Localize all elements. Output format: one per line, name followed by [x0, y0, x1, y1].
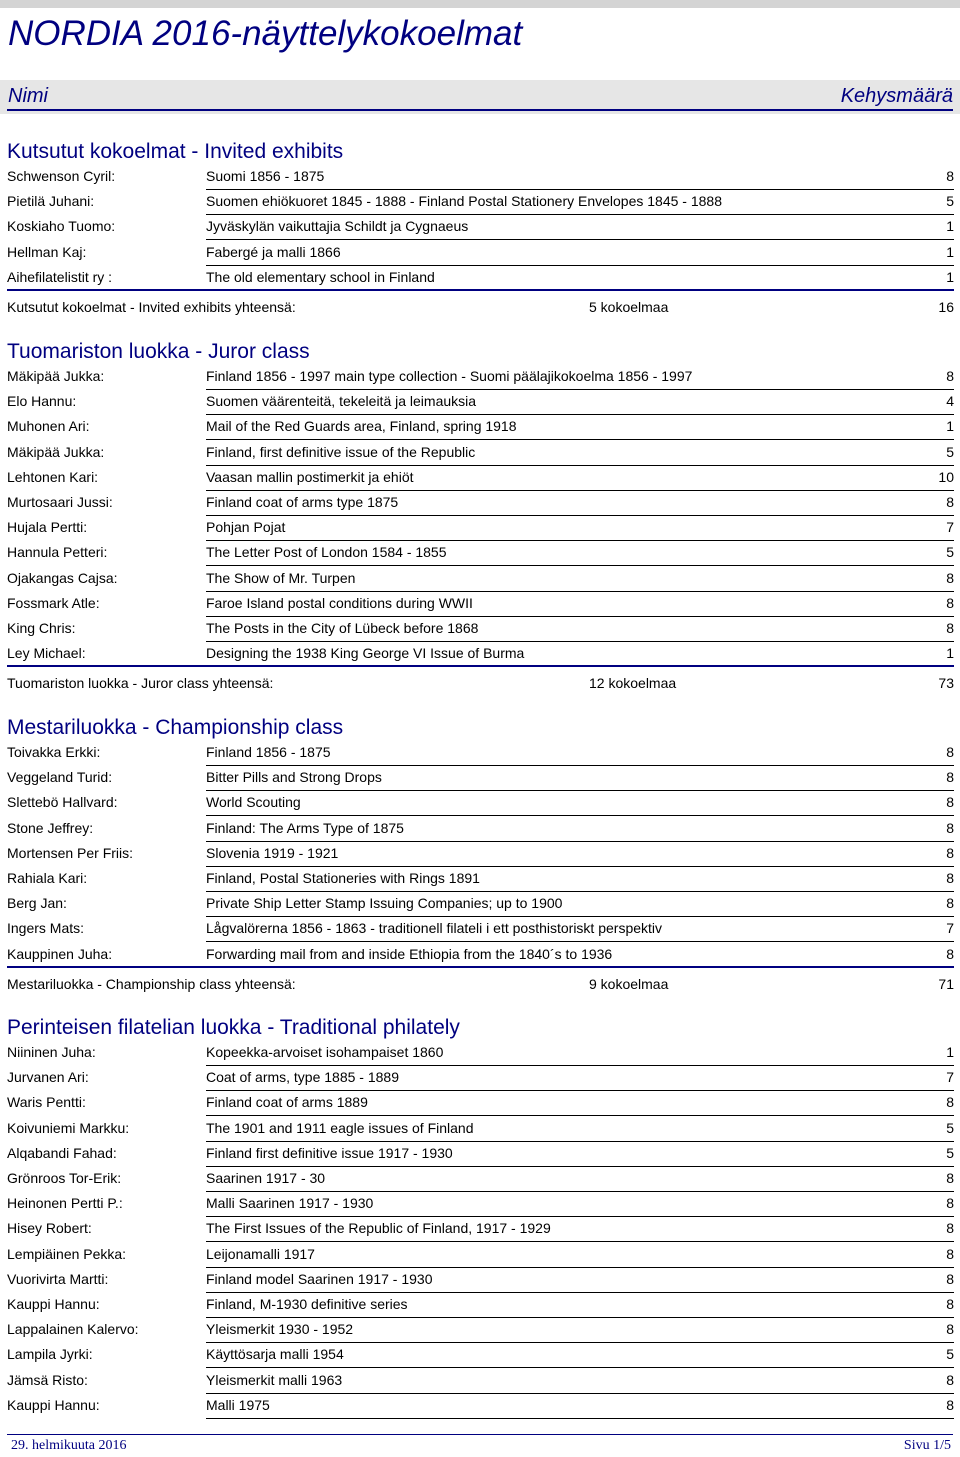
exhibit-row: [7, 241, 954, 266]
exhibit-title: Finland, Postal Stationeries with Rings 1891: [206, 870, 480, 886]
exhibitor-name: Waris Pentti:: [7, 1094, 86, 1111]
exhibit-title: Designing the 1938 King George VI Issue of Burma: [206, 645, 525, 662]
exhibitor-name: Slettebö Hallvard:: [7, 794, 118, 811]
frame-count: 8: [946, 1094, 954, 1111]
footer-page-number: Sivu 1/5: [903, 1438, 951, 1453]
page-title: NORDIA 2016-näyttelykokoelmat: [8, 14, 523, 53]
exhibitor-name: Hannula Petteri:: [7, 544, 108, 561]
exhibit-title: Kopeekka-arvoiset isohampaiset 1860: [206, 1044, 444, 1060]
exhibit-row: [7, 943, 954, 968]
exhibit-row: [7, 365, 954, 390]
footer-date: 29. helmikuuta 2016: [11, 1438, 127, 1453]
exhibit-title: Finland first definitive issue 1917 - 1930: [206, 1144, 453, 1161]
exhibit-row: [7, 867, 954, 892]
exhibit-row: [7, 266, 954, 291]
exhibit-row: [7, 1217, 954, 1242]
section-total-label: Tuomariston luokka - Juror class yhteensä:: [7, 675, 274, 692]
frame-count: 1: [946, 218, 954, 235]
frame-count: 7: [946, 920, 954, 937]
exhibitor-name: Niininen Juha:: [7, 1044, 96, 1060]
frame-count: 5: [946, 544, 954, 561]
exhibit-row: [7, 1091, 954, 1116]
header-rule: [7, 109, 953, 111]
exhibit-row: [7, 215, 954, 240]
exhibit-row: [7, 842, 954, 867]
exhibit-title: Coat of arms, type 1885 - 1889: [206, 1069, 399, 1086]
exhibit-title: Malli 1975: [206, 1396, 270, 1413]
section-total-frames: 71: [938, 975, 954, 992]
frame-count: 7: [946, 519, 954, 536]
top-bar: [0, 0, 960, 8]
exhibit-title: Yleismerkit 1930 - 1952: [206, 1321, 354, 1338]
exhibitor-name: Mäkipää Jukka:: [7, 368, 105, 384]
section-total-count: 12 kokoelmaa: [589, 675, 677, 692]
section-total-frames: 16: [938, 299, 954, 315]
exhibitor-name: Kauppi Hannu:: [7, 1396, 100, 1413]
exhibit-row: [7, 791, 954, 816]
exhibit-row: [7, 1192, 954, 1217]
row-rule: [7, 665, 954, 667]
exhibitor-name: Hujala Pertti:: [7, 519, 88, 536]
exhibitor-name: Lampila Jyrki:: [7, 1346, 93, 1363]
exhibit-row: [7, 466, 954, 491]
exhibit-row: [7, 567, 954, 592]
exhibit-row: [7, 1243, 954, 1268]
exhibit-row: [7, 1293, 954, 1318]
column-header-frames: Kehysmäärä: [840, 85, 953, 107]
exhibit-row: [7, 741, 954, 766]
frame-count: 8: [946, 1396, 954, 1413]
frame-count: 8: [946, 1296, 954, 1312]
exhibit-row: [7, 766, 954, 791]
exhibit-row: [7, 617, 954, 642]
exhibitor-name: Schwenson Cyril:: [7, 168, 116, 184]
frame-count: 8: [946, 1220, 954, 1237]
exhibitor-name: Vuorivirta Martti:: [7, 1270, 109, 1287]
frame-count: 8: [946, 794, 954, 811]
exhibit-title: Finland 1856 - 1875: [206, 744, 331, 760]
column-header-name: Nimi: [8, 85, 48, 107]
exhibit-row: [7, 165, 954, 190]
exhibit-row: [7, 1343, 954, 1368]
exhibitor-name: Jämsä Risto:: [7, 1371, 88, 1388]
frame-count: 8: [946, 620, 954, 636]
frame-count: 1: [946, 645, 954, 662]
exhibit-row: [7, 516, 954, 541]
exhibit-row: [7, 1142, 954, 1167]
section-total-count: 5 kokoelmaa: [589, 299, 669, 315]
frame-count: 8: [946, 1245, 954, 1262]
section-title: Kutsutut kokoelmat - Invited exhibits: [7, 140, 344, 163]
frame-count: 8: [946, 1321, 954, 1338]
exhibit-title: Suomen ehiökuoret 1845 - 1888 - Finland Postal Stationery Envelopes 1845 - 1888: [206, 193, 723, 210]
frame-count: 8: [946, 895, 954, 912]
section-total-label: Kutsutut kokoelmat - Invited exhibits yhteensä:: [7, 299, 296, 315]
section-total-label: Mestariluokka - Championship class yhteensä:: [7, 975, 296, 992]
section-title: Mestariluokka - Championship class: [7, 716, 344, 739]
section-title: Tuomariston luokka - Juror class: [7, 340, 310, 363]
exhibit-row: [7, 390, 954, 415]
exhibit-title: Finland, M-1930 definitive series: [206, 1296, 408, 1312]
exhibit-title: Finland coat of arms type 1875: [206, 494, 399, 510]
frame-count: 8: [946, 368, 954, 384]
frame-count: 8: [946, 870, 954, 886]
frame-count: 8: [946, 494, 954, 510]
frame-count: 8: [946, 1371, 954, 1388]
exhibit-title: Lågvalörerna 1856 - 1863 - traditionell filateli i ett posthistoriskt perspektiv: [206, 920, 663, 937]
exhibit-title: Pohjan Pojat: [206, 519, 286, 536]
section-total: [7, 296, 954, 318]
exhibit-title: Suomen väärenteitä, tekeleitä ja leimauksia: [206, 393, 477, 410]
exhibitor-name: Fossmark Atle:: [7, 594, 100, 611]
frame-count: 1: [946, 418, 954, 435]
exhibitor-name: Lehtonen Kari:: [7, 468, 99, 485]
exhibit-title: The old elementary school in Finland: [206, 268, 435, 285]
frame-count: 8: [946, 168, 954, 184]
exhibitor-name: Lempiäinen Pekka:: [7, 1245, 127, 1262]
frame-count: 5: [946, 1119, 954, 1136]
frame-count: 1: [946, 243, 954, 260]
frame-count: 5: [946, 193, 954, 210]
exhibit-title: Malli Saarinen 1917 - 1930: [206, 1195, 374, 1212]
row-rule: [7, 966, 954, 968]
exhibit-title: The Letter Post of London 1584 - 1855: [206, 544, 447, 561]
exhibitor-name: Koivuniemi Markku:: [7, 1119, 130, 1136]
row-rule: [206, 1418, 954, 1419]
exhibitor-name: Lappalainen Kalervo:: [7, 1321, 139, 1338]
exhibitor-name: Mortensen Per Friis:: [7, 844, 134, 861]
exhibit-row: [7, 415, 954, 440]
exhibitor-name: Grönroos Tor-Erik:: [7, 1170, 122, 1186]
frame-count: 8: [946, 945, 954, 962]
frame-count: 8: [946, 1270, 954, 1287]
frame-count: 8: [946, 819, 954, 836]
frame-count: 8: [946, 569, 954, 586]
frame-count: 10: [938, 468, 954, 485]
exhibitor-name: Heinonen Pertti P.:: [7, 1195, 123, 1212]
exhibitor-name: Hisey Robert:: [7, 1220, 92, 1237]
exhibit-row: [7, 1394, 954, 1419]
frame-count: 8: [946, 594, 954, 611]
exhibit-row: [7, 1369, 954, 1394]
exhibitor-name: Berg Jan:: [7, 895, 67, 912]
exhibit-title: Fabergé ja malli 1866: [206, 243, 341, 260]
exhibit-row: [7, 592, 954, 617]
exhibitor-name: Kauppi Hannu:: [7, 1296, 100, 1312]
section-title: Perinteisen filatelian luokka - Traditional philately: [7, 1016, 460, 1039]
frame-count: 5: [946, 1346, 954, 1363]
exhibitor-name: Jurvanen Ari:: [7, 1069, 89, 1086]
exhibitor-name: Mäkipää Jukka:: [7, 443, 105, 460]
exhibit-title: Finland model Saarinen 1917 - 1930: [206, 1270, 433, 1287]
exhibit-title: Leijonamalli 1917: [206, 1245, 315, 1262]
exhibitor-name: Elo Hannu:: [7, 393, 77, 410]
exhibit-title: World Scouting: [206, 794, 301, 811]
frame-count: 8: [946, 769, 954, 786]
exhibit-title: Käyttösarja malli 1954: [206, 1346, 344, 1363]
exhibit-title: Jyväskylän vaikuttajia Schildt ja Cygnaeus: [206, 218, 469, 235]
exhibit-row: [7, 441, 954, 466]
exhibitor-name: Veggeland Turid:: [7, 769, 113, 786]
frame-count: 8: [946, 1195, 954, 1212]
frame-count: 4: [946, 393, 954, 410]
exhibitor-name: Ingers Mats:: [7, 920, 85, 937]
frame-count: 1: [946, 1044, 954, 1060]
exhibit-row: [7, 1268, 954, 1293]
frame-count: 1: [946, 268, 954, 285]
exhibit-title: Slovenia 1919 - 1921: [206, 844, 339, 861]
exhibit-title: Yleismerkit malli 1963: [206, 1371, 343, 1388]
exhibit-title: Faroe Island postal conditions during WWII: [206, 594, 473, 611]
column-header: [0, 80, 960, 114]
exhibitor-name: Stone Jeffrey:: [7, 819, 94, 836]
frame-count: 8: [946, 744, 954, 760]
exhibitor-name: Hellman Kaj:: [7, 243, 87, 260]
exhibit-title: The First Issues of the Republic of Finland, 1917 - 1929: [206, 1220, 551, 1237]
exhibitor-name: Kauppinen Juha:: [7, 945, 113, 962]
exhibit-title: Mail of the Red Guards area, Finland, spring 1918: [206, 418, 517, 435]
frame-count: 8: [946, 1170, 954, 1186]
exhibit-title: Bitter Pills and Strong Drops: [206, 769, 382, 786]
row-rule: [7, 289, 954, 291]
exhibitor-name: King Chris:: [7, 620, 76, 636]
frame-count: 5: [946, 1144, 954, 1161]
exhibitor-name: Aihefilatelistit ry :: [7, 268, 113, 285]
exhibitor-name: Rahiala Kari:: [7, 870, 88, 886]
exhibitor-name: Pietilä Juhani:: [7, 193, 95, 210]
frame-count: 5: [946, 443, 954, 460]
exhibit-row: [7, 917, 954, 942]
exhibit-title: The Show of Mr. Turpen: [206, 569, 356, 586]
section-total-count: 9 kokoelmaa: [589, 975, 669, 992]
exhibitor-name: Murtosaari Jussi:: [7, 494, 113, 510]
exhibit-title: Forwarding mail from and inside Ethiopia from the 1840´s to 1936: [206, 945, 613, 962]
exhibit-row: [7, 1167, 954, 1192]
exhibitor-name: Koskiaho Tuomo:: [7, 218, 116, 235]
exhibitor-name: Alqabandi Fahad:: [7, 1144, 117, 1161]
exhibitor-name: Muhonen Ari:: [7, 418, 90, 435]
exhibit-row: [7, 642, 954, 667]
exhibit-title: Suomi 1856 - 1875: [206, 168, 325, 184]
exhibitor-name: Ley Michael:: [7, 645, 86, 662]
exhibit-row: [7, 491, 954, 516]
exhibit-row: [7, 541, 954, 566]
exhibit-row: [7, 1318, 954, 1343]
frame-count: 7: [946, 1069, 954, 1086]
section-total: [7, 973, 954, 995]
exhibit-row: [7, 1041, 954, 1066]
exhibitor-name: Ojakangas Cajsa:: [7, 569, 118, 586]
section-total: [7, 672, 954, 694]
page-footer: [7, 1434, 953, 1457]
frame-count: 8: [946, 844, 954, 861]
exhibit-title: The 1901 and 1911 eagle issues of Finland: [206, 1119, 474, 1136]
exhibitor-name: Toivakka Erkki:: [7, 744, 101, 760]
exhibit-row: [7, 190, 954, 215]
section-total-frames: 73: [938, 675, 954, 692]
exhibit-row: [7, 817, 954, 842]
exhibit-row: [7, 1066, 954, 1091]
exhibit-title: Saarinen 1917 - 30: [206, 1170, 326, 1186]
exhibit-title: Private Ship Letter Stamp Issuing Companies; up to 1900: [206, 895, 563, 912]
exhibit-title: The Posts in the City of Lübeck before 1868: [206, 620, 479, 636]
exhibit-title: Finland: The Arms Type of 1875: [206, 819, 404, 836]
footer-rule: [7, 1434, 953, 1435]
exhibit-title: Vaasan mallin postimerkit ja ehiöt: [206, 468, 414, 485]
exhibit-title: Finland, first definitive issue of the Republic: [206, 443, 476, 460]
exhibit-title: Finland 1856 - 1997 main type collection - Suomi päälajikokoelma 1856 - 1997: [206, 368, 693, 384]
exhibit-title: Finland coat of arms 1889: [206, 1094, 368, 1111]
exhibit-row: [7, 1117, 954, 1142]
exhibit-row: [7, 892, 954, 917]
